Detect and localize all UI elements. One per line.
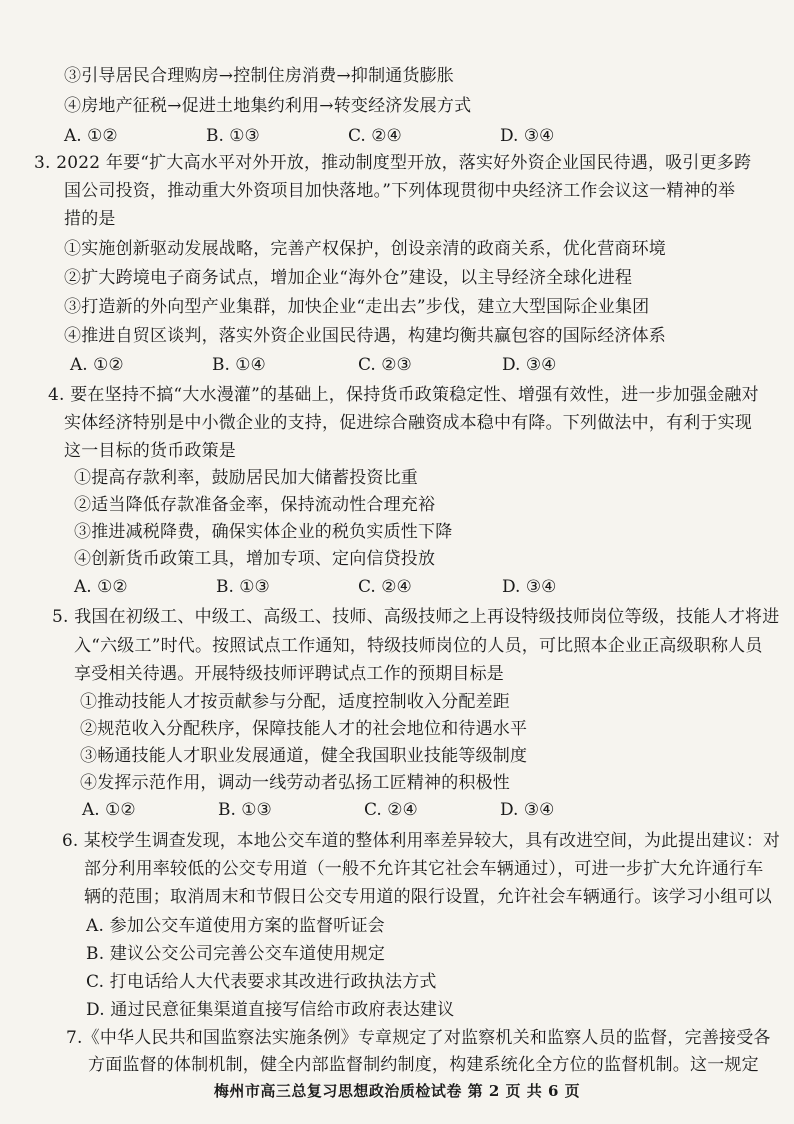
q2-option-d[interactable]: D. ③④ [500,126,555,146]
q4-option-a[interactable]: A. ①② [74,577,128,597]
q3-stem-line-3: 措的是 [64,209,116,229]
q4-option-d[interactable]: D. ③④ [502,577,557,597]
q5-item-2: ②规范收入分配秩序，保障技能人才的社会地位和待遇水平 [80,719,528,739]
q2-option-c[interactable]: C. ②④ [348,126,402,146]
q5-item-1: ①推动技能人才按贡献参与分配，适度控制收入分配差距 [80,692,510,712]
q4-stem-line-3: 这一目标的货币政策是 [64,441,236,461]
q5-item-3: ③畅通技能人才职业发展通道，健全我国职业技能等级制度 [80,746,528,766]
q2-option-a[interactable]: A. ①② [64,126,118,146]
q6-option-d[interactable]: D. 通过民意征集渠道直接写信给市政府表达建议 [86,1000,455,1020]
q5-option-a[interactable]: A. ①② [82,800,136,820]
q7-stem-line-2: 方面监督的体制机制，健全内部监督制约制度，构建系统化全方位的监督机制。这一规定 [88,1055,759,1075]
q4-item-2: ②适当降低存款准备金率，保持流动性合理充裕 [74,495,436,515]
q5-stem-line-3: 享受相关待遇。开展特级技师评聘试点工作的预期目标是 [74,664,504,684]
q3-stem-line-2: 国公司投资，推动重大外资项目加快落地。”下列体现贯彻中央经济工作会议这一精神的举 [64,181,736,201]
q5-stem-line-2: 入“六级工”时代。按照试点工作通知，特级技师岗位的人员，可比照本企业正高级职称人员 [74,636,763,656]
q6-stem-line-1: 6. 某校学生调查发现，本地公交车道的整体利用率差异较大，具有改进空间，为此提出建议：对 [62,831,780,851]
q4-option-b[interactable]: B. ①③ [216,577,270,597]
q3-option-a[interactable]: A. ①② [70,355,124,375]
q6-option-a[interactable]: A. 参加公交车道使用方案的监督听证会 [86,916,385,936]
q6-option-c[interactable]: C. 打电话给人大代表要求其改进行政执法方式 [86,972,437,992]
q4-item-4: ④创新货币政策工具，增加专项、定向信贷投放 [74,549,436,569]
q2-item-4: ④房地产征税→促进土地集约利用→转变经济发展方式 [64,96,472,116]
q4-stem-line-1: 4. 要在坚持不搞“大水漫灌”的基础上，保持货币政策稳定性、增强有效性，进一步加强金融对 [48,385,759,405]
q3-item-1: ①实施创新驱动发展战略，完善产权保护，创设亲清的政商关系，优化营商环境 [64,239,666,259]
q3-option-d[interactable]: D. ③④ [502,355,557,375]
q5-item-4: ④发挥示范作用，调动一线劳动者弘扬工匠精神的积极性 [80,773,510,793]
q4-item-3: ③推进减税降费，确保实体企业的税负实质性下降 [74,522,453,542]
q3-item-3: ③打造新的外向型产业集群，加快企业“走出去”步伐，建立大型国际企业集团 [64,297,650,317]
q4-item-1: ①提高存款利率，鼓励居民加大储蓄投资比重 [74,468,418,488]
q4-option-c[interactable]: C. ②④ [358,577,412,597]
q4-stem-line-2: 实体经济特别是中小微企业的支持，促进综合融资成本稳中有降。下列做法中，有利于实现 [64,413,752,433]
q5-option-b[interactable]: B. ①③ [218,800,272,820]
q3-item-2: ②扩大跨境电子商务试点，增加企业“海外仓”建设，以主导经济全球化进程 [64,268,633,288]
q7-stem-line-1: 7.《中华人民共和国监察法实施条例》专章规定了对监察机关和监察人员的监督，完善接受各 [66,1028,771,1048]
q3-option-c[interactable]: C. ②③ [358,355,412,375]
q3-stem-line-1: 3. 2022 年要“扩大高水平对外开放，推动制度型开放，落实好外资企业国民待遇，吸引更多跨 [34,153,752,173]
q6-stem-line-3: 辆的范围；取消周末和节假日公交专用道的限行设置，允许社会车辆通行。该学习小组可以 [84,887,772,907]
q6-stem-line-2: 部分利用率较低的公交专用道（一般不允许其它社会车辆通过），可进一步扩大允许通行车 [84,859,764,879]
q5-stem-line-1: 5. 我国在初级工、中级工、高级工、技师、高级技师之上再设特级技师岗位等级，技能人才将进 [52,607,780,627]
q6-option-b[interactable]: B. 建议公交公司完善公交车道使用规定 [86,944,386,964]
page-footer: 梅州市高三总复习思想政治质检试卷 第 2 页 共 6 页 [213,1082,581,1100]
q2-item-3: ③引导居民合理购房→控制住房消费→抑制通货膨胀 [64,66,455,86]
q5-option-d[interactable]: D. ③④ [500,800,555,820]
q3-item-4: ④推进自贸区谈判，落实外资企业国民待遇，构建均衡共赢包容的国际经济体系 [64,326,666,346]
q5-option-c[interactable]: C. ②④ [364,800,418,820]
q2-option-b[interactable]: B. ①③ [206,126,260,146]
q3-option-b[interactable]: B. ①④ [212,355,266,375]
